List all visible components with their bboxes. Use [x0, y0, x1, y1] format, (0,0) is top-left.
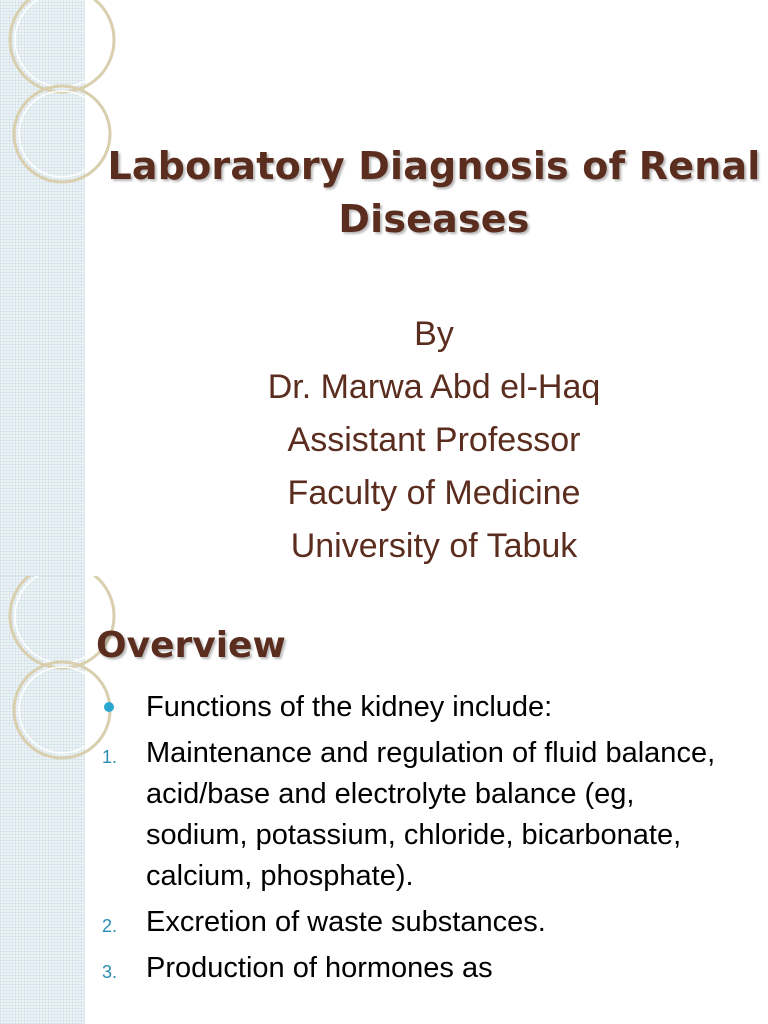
byline-line: By	[414, 315, 454, 353]
overview-list	[100, 687, 740, 994]
list-item-text: Functions of the kidney include:	[146, 691, 553, 723]
overview-slide	[0, 576, 768, 1024]
list-item	[100, 733, 740, 897]
list-item	[100, 948, 740, 989]
presentation-title: Laboratory Diagnosis of Renal Diseases	[107, 144, 761, 241]
list-item	[100, 687, 740, 728]
list-item-text: Excretion of waste substances.	[146, 906, 546, 938]
list-number: 2.	[102, 916, 118, 936]
byline-line: Assistant Professor	[287, 421, 581, 459]
byline-line: University of Tabuk	[290, 527, 578, 565]
side-decoration-band	[0, 576, 85, 1024]
bullet-marker	[104, 702, 114, 712]
byline-line: Dr. Marwa Abd el-Haq	[267, 368, 601, 406]
side-decoration-band	[0, 0, 85, 576]
list-number: 1.	[102, 747, 118, 767]
list-item-text: Production of hormones as	[146, 952, 493, 984]
list-number: 3.	[102, 962, 118, 982]
list-item-text: Maintenance and regulation of fluid balance, acid/base and electrolyte balance (eg, sodium, potassium, chloride, bicarbonate, calcium, phosphate).	[146, 737, 716, 892]
byline-line: Faculty of Medicine	[287, 474, 581, 512]
list-item	[100, 902, 740, 943]
author-byline	[100, 308, 768, 573]
slide-heading: Overview	[96, 625, 286, 666]
